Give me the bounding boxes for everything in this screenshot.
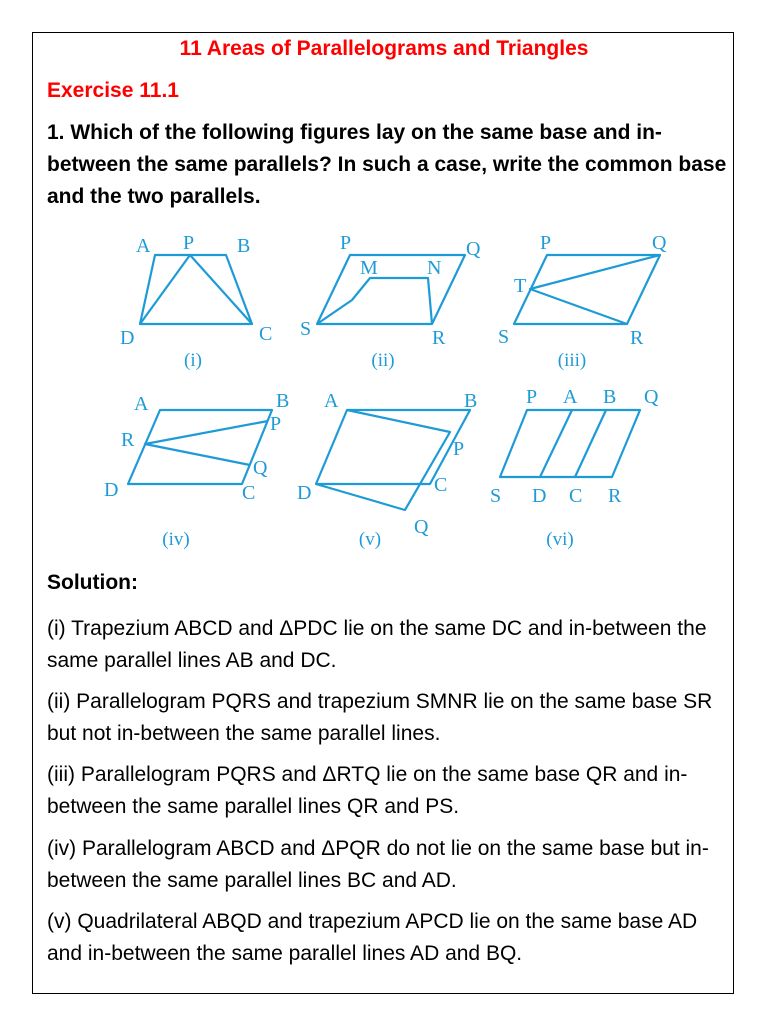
figure-caption: (i) [184, 350, 202, 371]
answer-iv: (iv) Parallelogram ABCD and ΔPQR do not lie on the same base but in-between the same parallel lines BC and AD. [47, 837, 709, 892]
figure-caption: (vi) [546, 529, 574, 550]
figure-caption: (ii) [371, 350, 395, 371]
triangle-pdc [140, 255, 252, 324]
figure-label: P [270, 413, 282, 435]
figure-label: S [490, 485, 502, 507]
figure-label: B [464, 390, 478, 412]
figure-caption: (v) [358, 529, 382, 550]
figure-iii [514, 255, 660, 324]
figure-label: N [427, 257, 442, 279]
figure-caption: (iii) [557, 350, 587, 371]
solution-heading: Solution: [47, 571, 138, 594]
figure-label: A [134, 393, 149, 415]
answer-ii: (ii) Parallelogram PQRS and trapezium SMNR lie on the same base SR but not in-between the same parallel lines. [47, 690, 713, 745]
parallelogram-pqrs [317, 255, 465, 324]
figure-label: D [120, 327, 135, 349]
figure-label: B [276, 390, 290, 412]
figure-label: M [360, 257, 378, 279]
chapter-title: 11 Areas of Parallelograms and Triangles [179, 37, 589, 60]
figure-label: R [121, 429, 135, 451]
figure-label: D [297, 482, 312, 504]
triangle-rtq [530, 255, 660, 324]
figure-label: A [324, 390, 339, 412]
figure-label: R [432, 327, 446, 349]
figure-label: P [340, 232, 352, 254]
quadrilateral-apqd [316, 410, 450, 510]
figure-label: R [630, 327, 644, 349]
figure-label: P [453, 438, 465, 460]
segment-ad [540, 410, 572, 477]
triangle-pqr [145, 421, 268, 465]
figure-vi [500, 410, 640, 477]
parallelogram-abcd-iv [128, 410, 272, 484]
figure-i [140, 255, 252, 324]
figure-label: C [434, 474, 448, 496]
segment-bc [575, 410, 606, 477]
figure-ii [317, 255, 465, 324]
figure-label: Q [652, 232, 667, 254]
figure-label: C [259, 323, 273, 345]
figure-label: Q [644, 386, 659, 408]
figure-label: C [242, 482, 256, 504]
figure-label: A [563, 386, 578, 408]
figure-label: B [603, 386, 617, 408]
trapezium-abcd [140, 255, 252, 324]
figure-label: D [532, 485, 547, 507]
figure-label: R [608, 485, 622, 507]
question-text: 1. Which of the following figures lay on the same base and in-between the same parallels? In such a case, write the common base and the two parallels. [47, 121, 727, 208]
figure-label: A [136, 235, 151, 257]
figure-label: P [526, 386, 538, 408]
figure-label: C [569, 485, 583, 507]
figure-label: P [183, 232, 195, 254]
figure-label: Q [414, 516, 429, 538]
exercise-title: Exercise 11.1 [47, 79, 179, 102]
parallelogram-abcd-v [316, 410, 470, 484]
figure-caption: (iv) [162, 529, 190, 550]
answer-iii: (iii) Parallelogram PQRS and ΔRTQ lie on the same base QR and in-between the same parallel lines QR and PS. [47, 763, 688, 818]
figure-label: Q [253, 457, 268, 479]
trapezium-smnr [317, 278, 432, 324]
figure-iv [128, 410, 272, 484]
figure-label: T [514, 275, 527, 297]
figure-label: P [540, 232, 552, 254]
figure-label: S [498, 326, 510, 348]
parallelogram-pqrs-iii [514, 255, 660, 324]
figure-label: Q [466, 238, 481, 260]
answer-i: (i) Trapezium ABCD and ΔPDC lie on the same DC and in-between the same parallel lines AB and DC. [47, 617, 707, 672]
figure-label: S [300, 318, 312, 340]
figure-label: B [237, 235, 251, 257]
figure-label: D [104, 479, 119, 501]
answer-v: (v) Quadrilateral ABQD and trapezium APCD lie on the same base AD and in-between the same parallel lines AD and BQ. [47, 910, 698, 965]
parallelogram-pqrs-vi [500, 410, 640, 477]
